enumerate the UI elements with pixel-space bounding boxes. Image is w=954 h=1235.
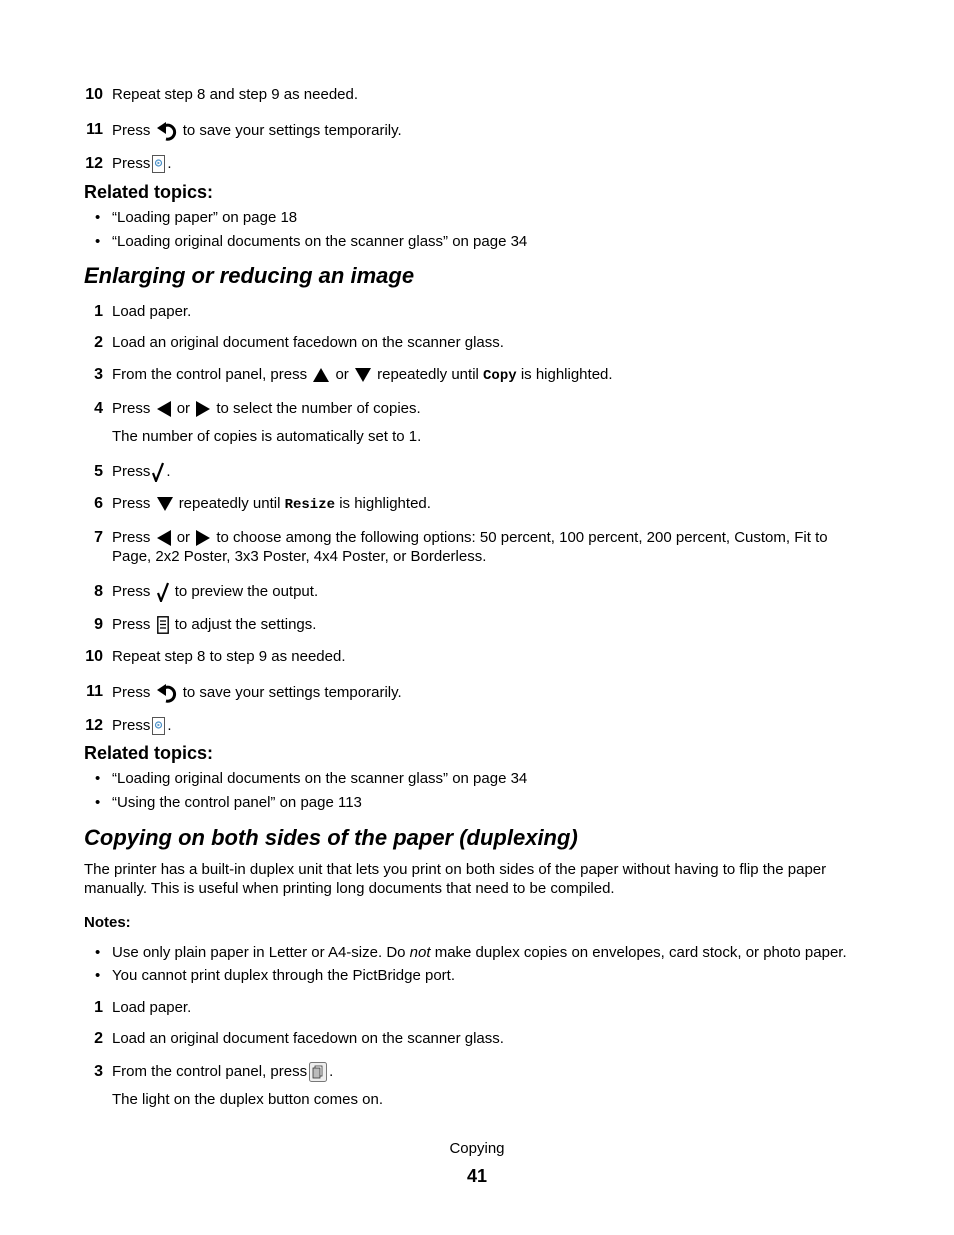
- step-number: 10: [85, 86, 103, 103]
- up-arrow-icon: [313, 368, 329, 382]
- step-number: 1: [94, 303, 103, 320]
- right-arrow-icon: [196, 401, 210, 417]
- step-7: 7 Press or to choose among the following options: 50 percent, 100 percent, 200 percent, Custom, Fit to Page, 2x2 Poster, 3x3 Poster, 4x4 Poster, or Borderless.: [84, 528, 870, 568]
- step-number: 3: [94, 1063, 103, 1080]
- related-link[interactable]: “Using the control panel” on page 113: [112, 794, 362, 811]
- step-text: Load paper.: [112, 303, 192, 320]
- step-number: 6: [94, 495, 103, 512]
- section-heading-duplexing: Copying on both sides of the paper (duplexing): [84, 825, 578, 850]
- step-number: 11: [86, 683, 103, 700]
- page-number: 41: [466, 1166, 488, 1186]
- start-icon: [152, 155, 165, 173]
- down-arrow-icon: [355, 368, 371, 382]
- step-text-post: .: [167, 155, 172, 172]
- menu-option-copy: Copy: [483, 368, 517, 384]
- left-arrow-icon: [157, 401, 171, 417]
- step-number: 9: [94, 616, 103, 633]
- step-number: 2: [94, 334, 103, 351]
- notes-heading: Notes:: [84, 914, 131, 931]
- duplex-icon: [309, 1062, 327, 1082]
- step-text-pre: Press: [112, 121, 151, 139]
- step-number: 3: [94, 366, 103, 383]
- step-text: Load an original document facedown on the scanner glass.: [112, 334, 504, 351]
- step-text-pre: Press: [112, 155, 151, 172]
- step-number: 8: [94, 583, 103, 600]
- related-topics-heading: Related topics:: [84, 182, 214, 202]
- footer-chapter: Copying: [449, 1140, 505, 1157]
- section-heading-enlarging: Enlarging or reducing an image: [84, 263, 415, 288]
- step-number: 2: [94, 1030, 103, 1047]
- right-arrow-icon: [196, 530, 210, 546]
- step-number: 12: [85, 155, 103, 172]
- step-number: 7: [94, 529, 103, 546]
- back-arrow-icon: [157, 120, 177, 142]
- step-note: The number of copies is automatically set to 1.: [112, 428, 422, 445]
- down-arrow-icon: [157, 497, 173, 511]
- step-text: Repeat step 8 and step 9 as needed.: [112, 86, 359, 103]
- back-arrow-icon: [157, 682, 177, 704]
- related-link[interactable]: “Loading original documents on the scanner glass” on page 34: [112, 233, 528, 250]
- checkmark-icon: [157, 582, 169, 602]
- menu-option-resize: Resize: [284, 497, 336, 513]
- related-link[interactable]: “Loading original documents on the scanner glass” on page 34: [112, 770, 528, 787]
- step-number: 10: [85, 648, 103, 665]
- related-topics-heading: Related topics:: [84, 743, 214, 763]
- step-number: 5: [94, 463, 103, 480]
- step-text: Load paper.: [112, 999, 192, 1016]
- related-link[interactable]: “Loading paper” on page 18: [112, 209, 298, 226]
- step-text-post: to save your settings temporarily.: [182, 121, 402, 139]
- checkmark-icon: [152, 462, 164, 482]
- menu-icon: [157, 616, 169, 634]
- step-number: 4: [94, 400, 103, 417]
- step-number: 12: [85, 717, 103, 734]
- step-text: Load an original document facedown on the scanner glass.: [112, 1030, 504, 1047]
- step-note: The light on the duplex button comes on.: [112, 1091, 384, 1108]
- step-number: 11: [86, 121, 103, 138]
- left-arrow-icon: [157, 530, 171, 546]
- step-text: Repeat step 8 to step 9 as needed.: [112, 648, 346, 665]
- start-icon: [152, 717, 165, 735]
- step-number: 1: [94, 999, 103, 1016]
- section-intro: The printer has a built-in duplex unit that lets you print on both sides of the paper without having to flip the paper manually. This is useful when printing long documents that need to be compiled.: [84, 861, 827, 897]
